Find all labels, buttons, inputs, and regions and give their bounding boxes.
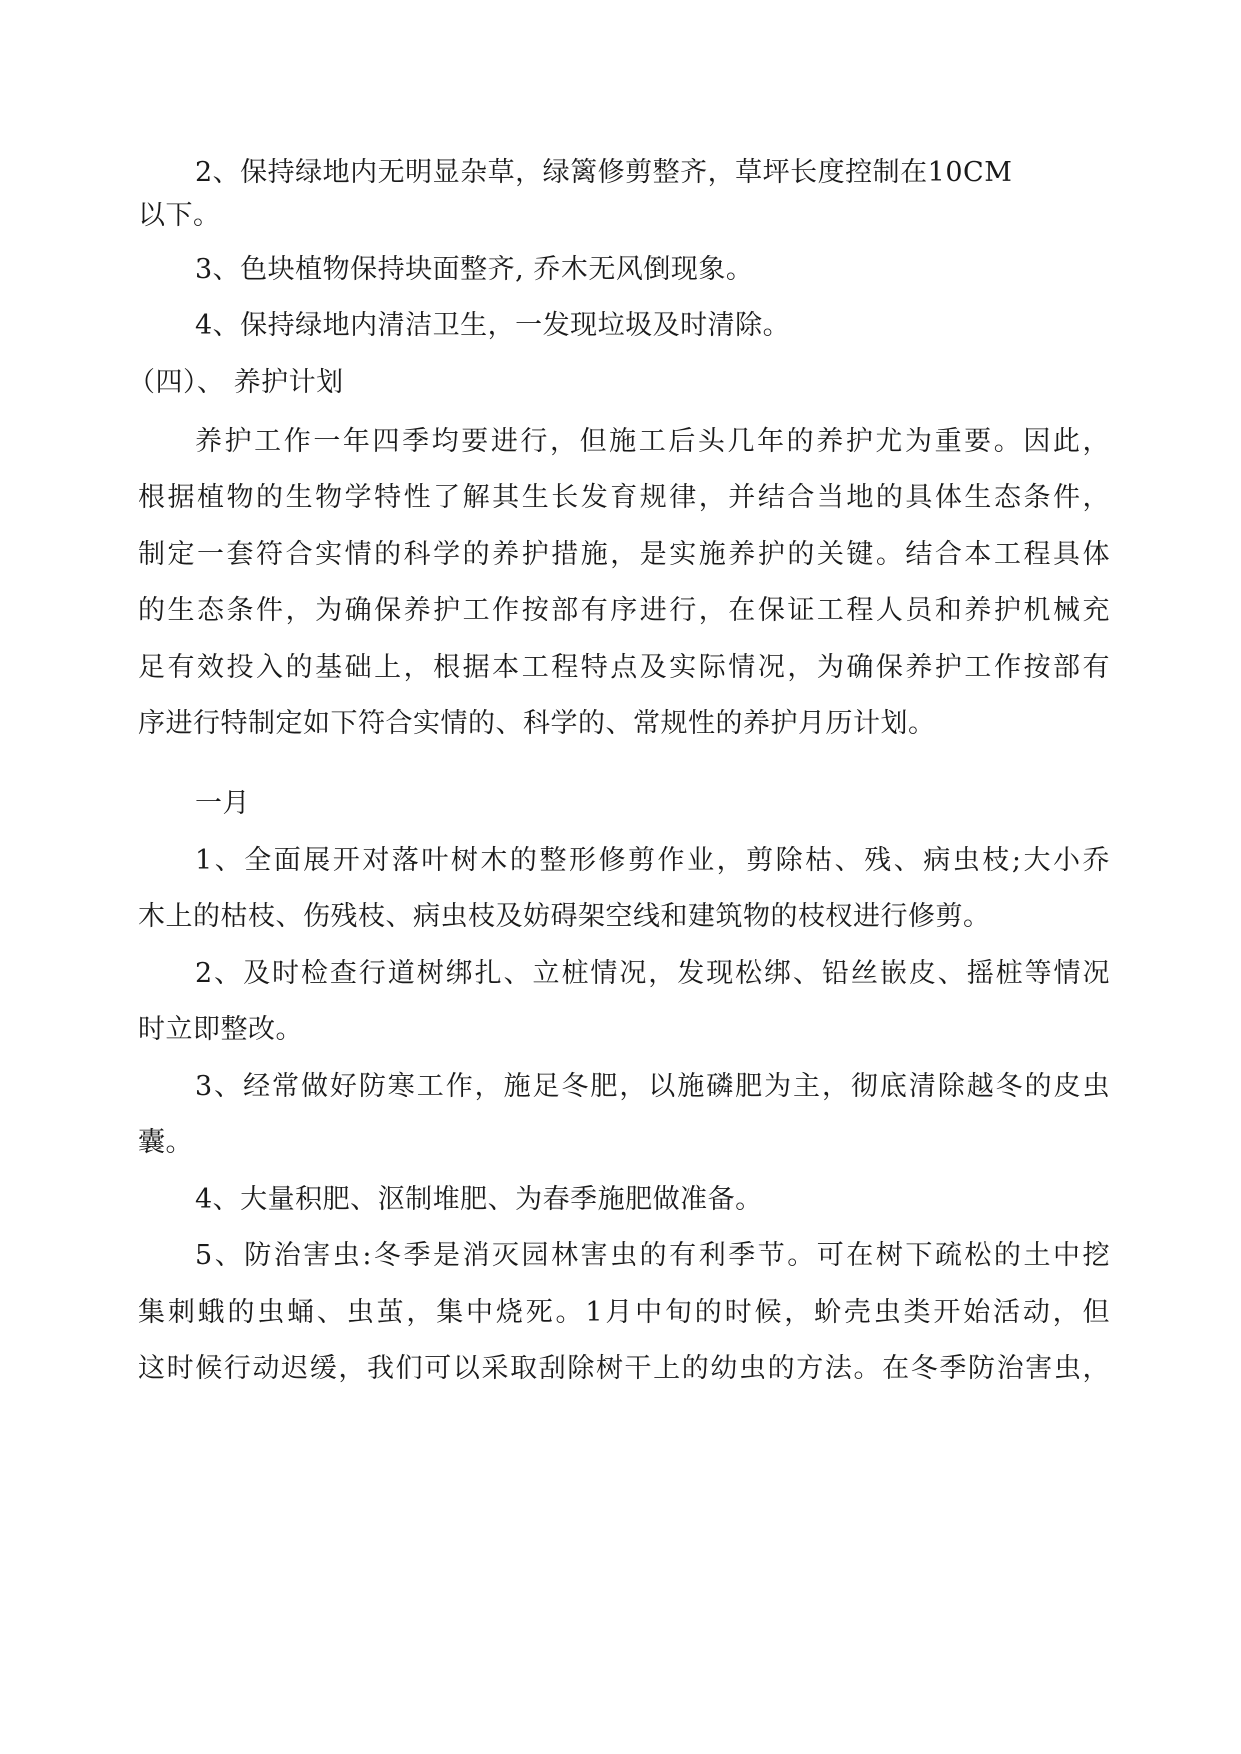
text-line: 3、经常做好防寒工作，施足冬肥，以施磷肥为主，彻底清除越冬的皮虫 [195, 1071, 1110, 1102]
section-heading: （四）、 养护计划 [128, 367, 344, 398]
text-line: 囊。 [138, 1127, 193, 1158]
text-line: 养护工作一年四季均要进行，但施工后头几年的养护尤为重要。因此， [195, 426, 1110, 457]
text-line: 1、全面展开对落叶树木的整形修剪作业，剪除枯、残、病虫枝;大小乔 [195, 845, 1110, 876]
text-line: 2、及时检查行道树绑扎、立桩情况，发现松绑、铅丝嵌皮、摇桩等情况 [195, 958, 1110, 989]
text-line: 集刺蛾的虫蛹、虫茧，集中烧死。1月中旬的时候，蚧壳虫类开始活动，但 [138, 1297, 1110, 1328]
text-line: 序进行特制定如下符合实情的、科学的、常规性的养护月历计划。 [138, 708, 936, 739]
text-line: 以下。 [138, 200, 221, 231]
text-line: 4、保持绿地内清洁卫生，一发现垃圾及时清除。 [195, 310, 791, 341]
text-line: 这时候行动迟缓，我们可以采取刮除树干上的幼虫的方法。在冬季防治害虫， [138, 1353, 1110, 1384]
text-line: 的生态条件，为确保养护工作按部有序进行，在保证工程人员和养护机械充 [138, 595, 1110, 626]
month-heading: 一月 [195, 788, 250, 819]
text-line: 5、防治害虫:冬季是消灭园林害虫的有利季节。可在树下疏松的土中挖 [195, 1240, 1110, 1271]
text-line: 根据植物的生物学特性了解其生长发育规律，并结合当地的具体生态条件， [138, 482, 1110, 513]
text-line: 2、保持绿地内无明显杂草，绿篱修剪整齐，草坪长度控制在10CM [195, 157, 1013, 188]
text-line: 制定一套符合实情的科学的养护措施，是实施养护的关键。结合本工程具体 [138, 539, 1110, 570]
text-line: 3、色块植物保持块面整齐, 乔木无风倒现象。 [195, 254, 754, 285]
text-line: 足有效投入的基础上，根据本工程特点及实际情况，为确保养护工作按部有 [138, 652, 1110, 683]
text-line: 木上的枯枝、伤残枝、病虫枝及妨碍架空线和建筑物的枝杈进行修剪。 [138, 901, 991, 932]
text-line: 4、大量积肥、沤制堆肥、为春季施肥做准备。 [195, 1184, 763, 1215]
text-line: 时立即整改。 [138, 1014, 303, 1045]
